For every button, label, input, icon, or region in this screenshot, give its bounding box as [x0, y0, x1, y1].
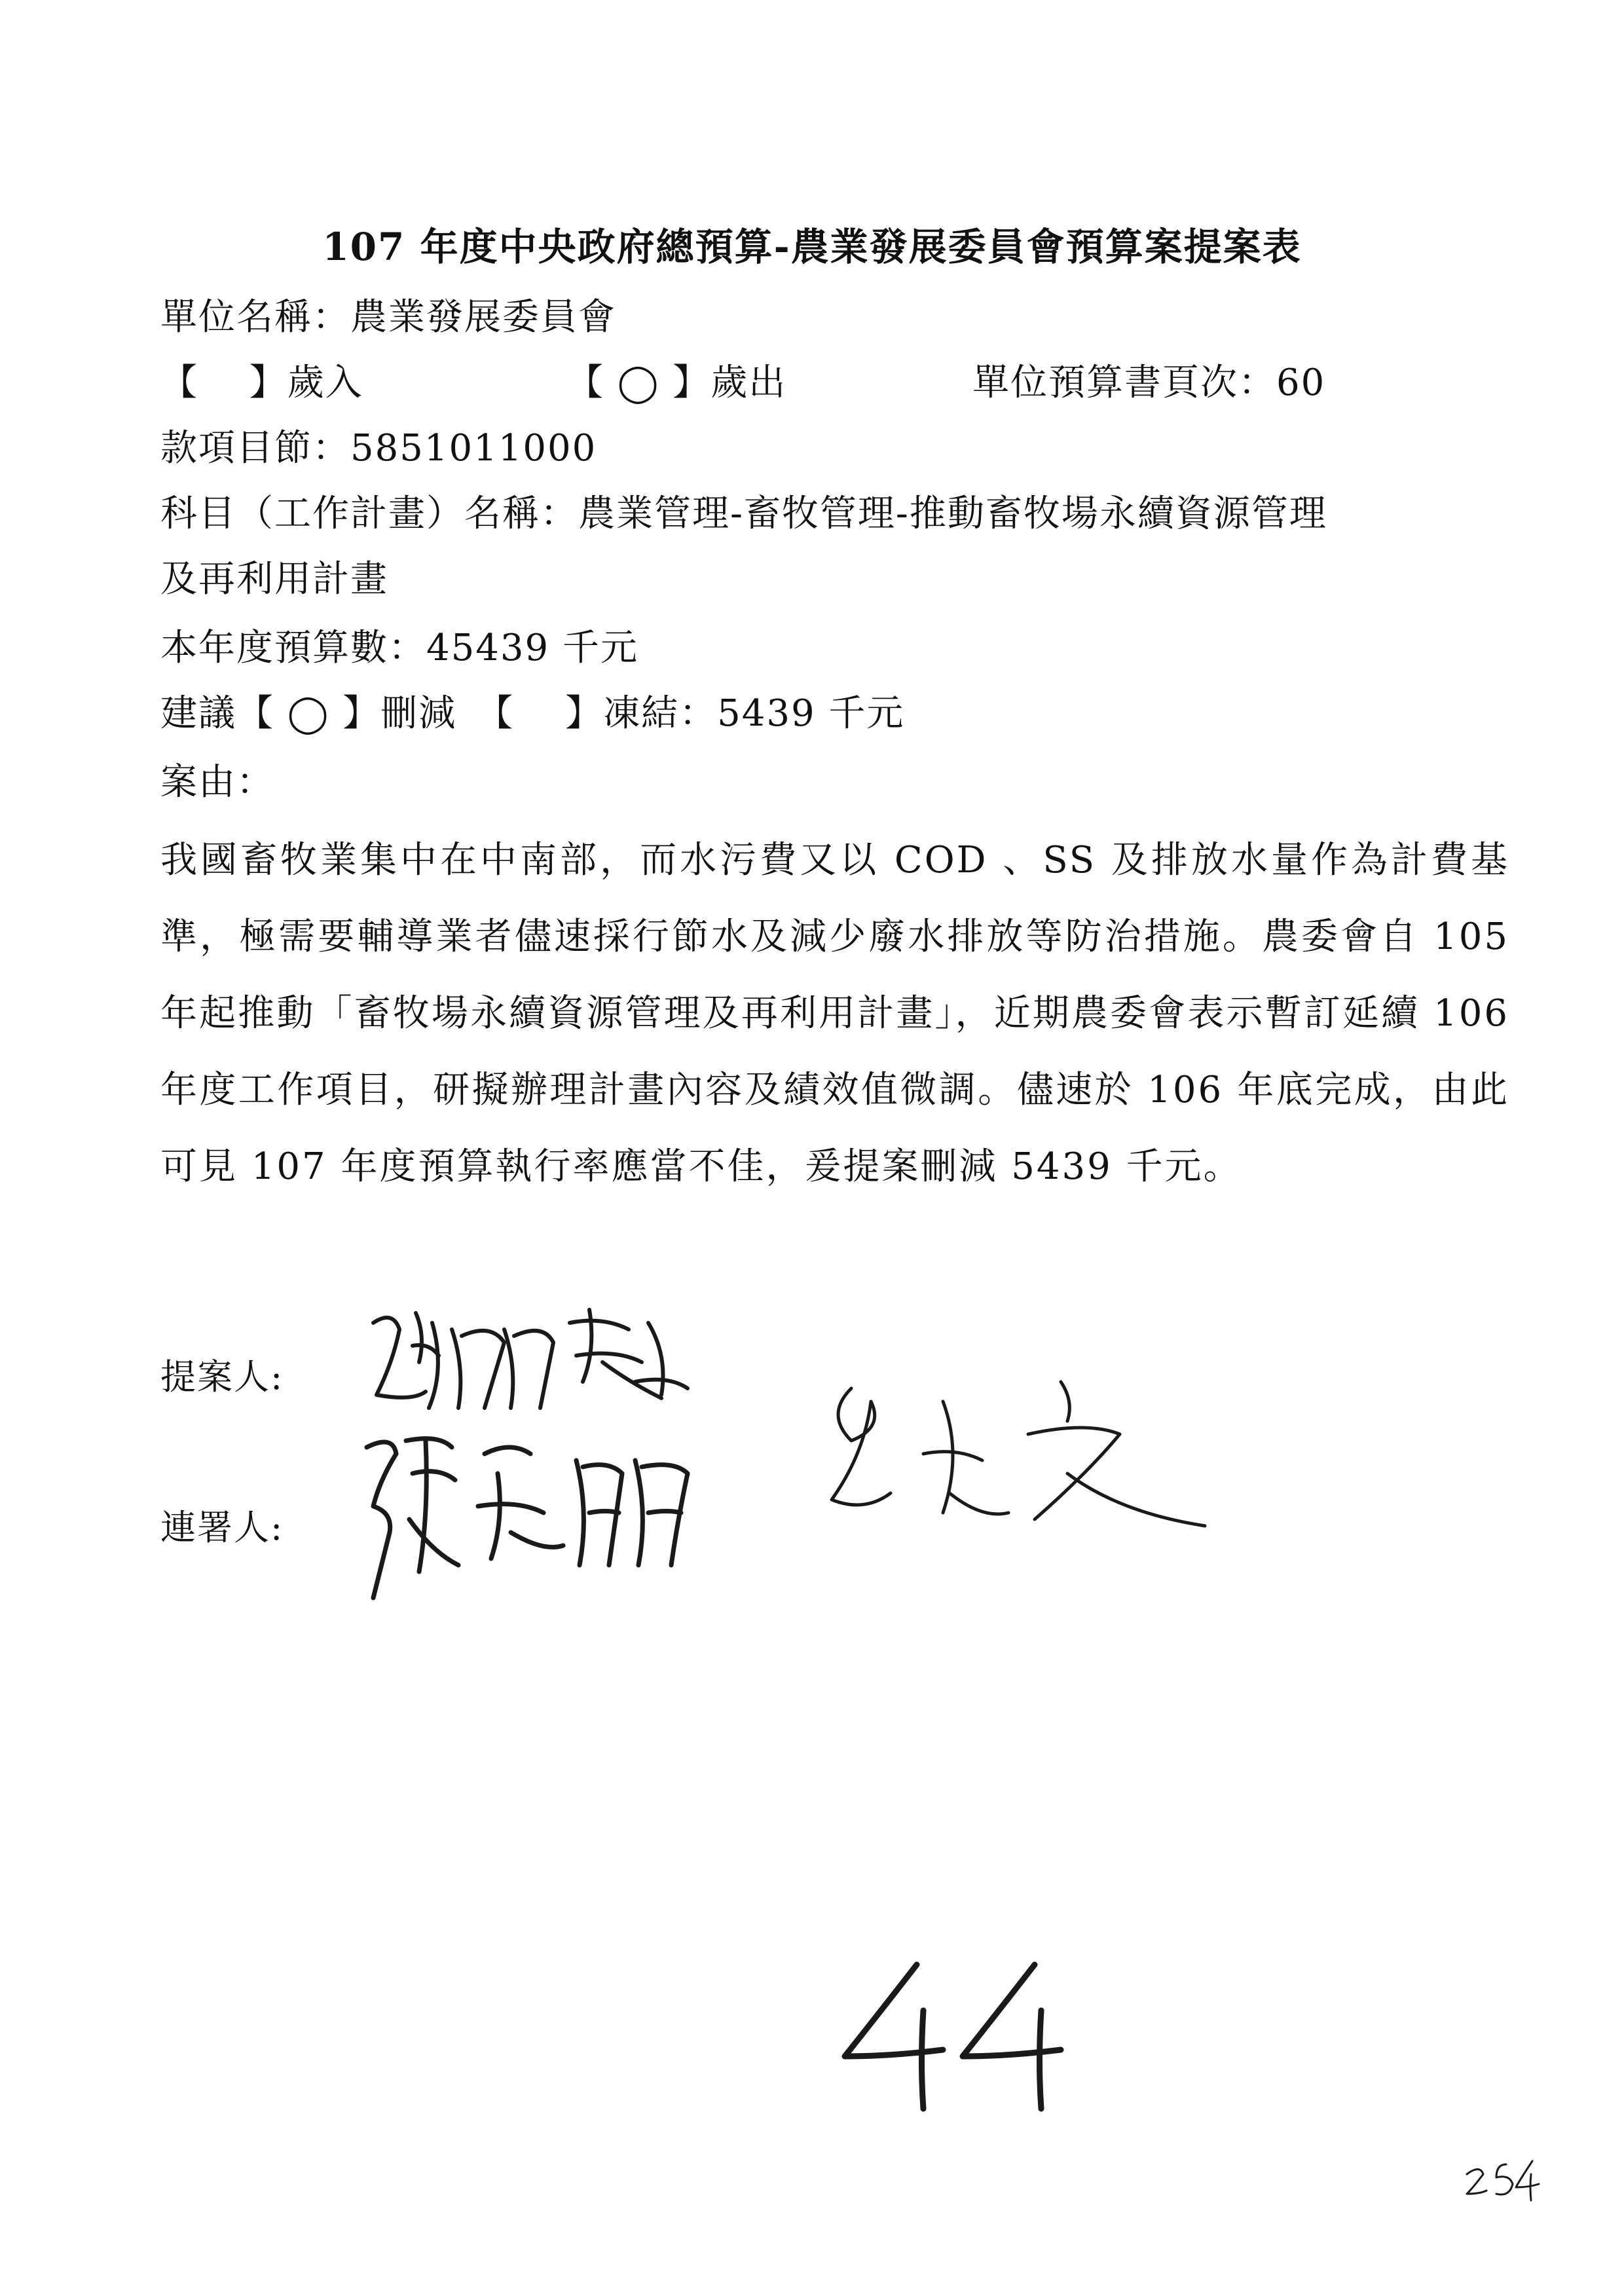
- cosigner-signature-1: [347, 1401, 727, 1611]
- expense-checkbox-label: 【 ◯ 】歲出: [566, 361, 787, 404]
- suggestion-line: 建議【 ◯ 】刪減 【 】凍結：5439 千元: [160, 692, 905, 735]
- corner-page-number: [1460, 2148, 1545, 2207]
- document-title: 107 年度中央政府總預算-農業發展委員會預算案提案表: [322, 225, 1302, 269]
- handwritten-page-number: [832, 1952, 1080, 2122]
- proposer-label: 提案人:: [160, 1356, 284, 1398]
- revenue-checkbox-label: 【 】歲入: [160, 361, 363, 404]
- budget-page-reference: 單位預算書頁次：60: [972, 361, 1326, 404]
- reason-text: 我國畜牧業集中在中南部，而水污費又以 COD 、SS 及排放水量作為計費基準，極需要輔導業者儘速採行節水及減少廢水排放等防治措施。農委會自 105 年起推動「畜牧場永續資源管理及再利用計畫」，近期農委會表示暫訂延續 106 年度工作項目，研擬辦理計畫內容及績效值微調。儘速於 106 年底完成，由此可見 107 年度預算執行率應當不佳，爰提案刪減 5439 千元。: [160, 839, 1509, 1188]
- cosigner-signature-2: [812, 1362, 1218, 1559]
- unit-name: 單位名稱：農業發展委員會: [160, 296, 616, 339]
- cosigner-label: 連署人:: [160, 1507, 284, 1548]
- subject-name-line-2: 及再利用計畫: [160, 558, 388, 601]
- account-code: 款項目節：5851011000: [160, 427, 597, 470]
- subject-name-line-1: 科目（工作計畫）名稱：農業管理-畜牧管理-推動畜牧場永續資源管理: [160, 492, 1327, 535]
- budget-amount: 本年度預算數：45439 千元: [160, 627, 638, 669]
- reason-label: 案由：: [160, 761, 274, 804]
